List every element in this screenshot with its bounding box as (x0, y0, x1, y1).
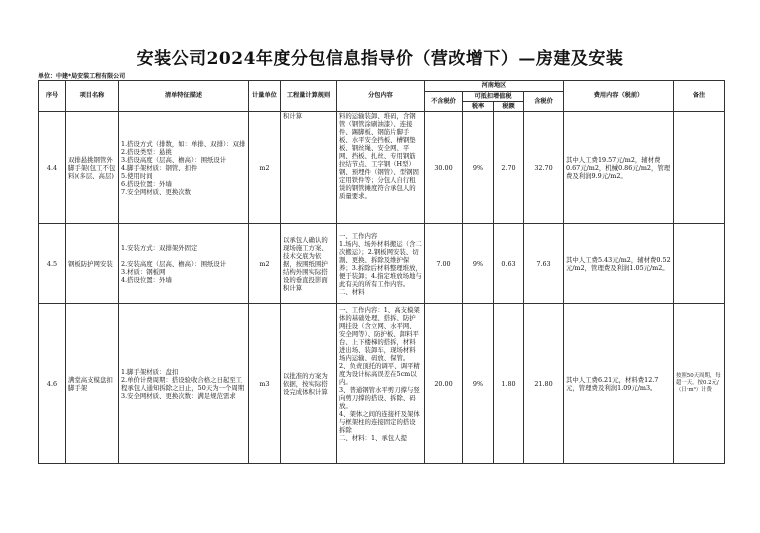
header-cost-content: 费用内容（税前） (564, 81, 674, 112)
row-remark (674, 224, 725, 304)
row-tax-rate: 9% (463, 112, 494, 224)
row-content: 一、工作内容 1.场内、场外材料搬运（含二次搬运）；2.钢板网安装、切割、更换、拆除及维护保养；3.拆除后材料整理堆放，便于装卸；4.指定堆放场地与此有关的所有工作内容。 二、材料 (337, 224, 425, 304)
unit-line: 单位：中建*局安装工程有限公司 (38, 73, 126, 80)
row-cost-content: 其中人工费19.57元/m2，辅材费0.67元/m2，机械0.86元/m2，管理费及利润9.9元/m2。 (564, 112, 674, 224)
row-excl-tax: 20.00 (425, 304, 463, 464)
header-features: 清单特征描述 (119, 81, 249, 112)
header-calc-rule: 工程量计算规则 (281, 81, 337, 112)
price-table (38, 80, 725, 464)
row-incl-tax: 32.70 (524, 112, 564, 224)
row-excl-tax: 7.00 (425, 224, 463, 304)
row-unit: m2 (249, 112, 281, 224)
header-unit: 计量单位 (249, 81, 281, 112)
header-excl-tax: 不含税价 (425, 92, 463, 112)
row-tax-amount: 2.70 (494, 112, 524, 224)
row-unit: m2 (249, 224, 281, 304)
row-excl-tax: 30.00 (425, 112, 463, 224)
header-seq: 序号 (39, 81, 66, 112)
row-remark (674, 112, 725, 224)
header-region: 河南地区 (425, 81, 564, 92)
row-calc-rule: 以承包人确认的现场施工方案、技术交底为依据，按围纸围护结构外围实际搭设的垂直投影面积计算 (281, 224, 337, 304)
row-features: 1.安装方式：双排架外固定 2.安装高度（层高、檐高）：围纸设计 3.材质：钢板网 4.搭设位置：外墙 (119, 224, 249, 304)
header-content: 分包内容 (337, 81, 425, 112)
table-row (39, 224, 725, 304)
row-tax-amount: 0.63 (494, 224, 524, 304)
header-deductible: 可抵扣增值税 (463, 92, 524, 102)
row-incl-tax: 7.63 (524, 224, 564, 304)
row-features: 1.搭设方式（排数，如：单排、双排）：双排 2.搭设类型：悬挑 3.搭设高度（层高、檐高）：围纸设计 4.脚手架材质：钢管、扣件 5.使用时间 6.搭设位置：外墙 7.安全网材质、更换次数 (119, 112, 249, 224)
table-row (39, 112, 725, 224)
header-incl-tax: 含税价 (524, 92, 564, 112)
row-features: 1.脚手架材质：盘扣 2.单价计费周期：搭设验收合格之日起至工程承包人通知拆除之日止，50天为一个周期 3.安全网材质、更换次数：满足规范需求 (119, 304, 249, 464)
row-tax-rate: 9% (463, 224, 494, 304)
row-name: 双排悬挑钢管外脚手架(包工不包料)(多层、高层) (66, 112, 119, 224)
table-row (39, 304, 725, 464)
row-seq: 4.6 (39, 304, 66, 464)
row-cost-content: 其中人工费6.21元，材料费12.7元，管理费及利润1.09元/m3。 (564, 304, 674, 464)
row-name: 满堂高支模盘扣脚手架 (66, 304, 119, 464)
header-remark: 备注 (674, 81, 725, 112)
row-unit: m3 (249, 304, 281, 464)
header-tax-rate: 税率 (463, 102, 494, 112)
row-seq: 4.5 (39, 224, 66, 304)
row-calc-rule: 以批准的方案为依据，按实际搭设完成体积计算 (281, 304, 337, 464)
row-seq: 4.4 (39, 112, 66, 224)
row-calc-rule: 积计算 (281, 112, 337, 224)
row-cost-content: 其中人工费5.43元/m2，辅材费0.52元/m2，管理费及利润1.05元/m2。 (564, 224, 674, 304)
row-content: 料的运输装卸、堆码，含钢管（钢管涂刷油漆）、连接件、踢脚板、钢筋片脚手板、水平安全挡板、槽钢垫板、钢丝绳、安全网、平网、挡板、扎丝、专用钢筋拉结节点、工字钢（H型）钢、预埋件（钢管）、型钢固定用铁件等；分包人自行租赁的钢管摊度符合承包人的质量要求。 (337, 112, 425, 224)
page-title: 安装公司2024年度分包信息指导价（营改增下）—房建及安装 (136, 49, 624, 69)
row-incl-tax: 21.80 (524, 304, 564, 464)
row-name: 钢板防护网安装 (66, 224, 119, 304)
row-tax-rate: 9% (463, 304, 494, 464)
header-tax-amount: 税额 (494, 102, 524, 112)
row-tax-amount: 1.80 (494, 304, 524, 464)
header-name: 项目名称 (66, 81, 119, 112)
row-content: 一、工作内容：1、高支模架体的基础处理、搭拆、防护网挂设（含立网、水平网、安全网等）、防护板、卸料平台、上下楼梯的搭拆，材料进出场、装卸车，现场材料场内运输、码放、保管。 2、负责顶托的调平、调平精度为设计标高误差在5cm以内。 3、普通钢管水平剪刀撑与竖向剪刀撑的搭设、拆除、码放。 4、架体之间的连接杆及架体与框架柱的连接固定的搭设拆除 二、材料：1、承包人提 (337, 304, 425, 464)
row-remark: 按照50天周期，每超一天，按0.2元/（日·m³）计费 (674, 304, 725, 464)
